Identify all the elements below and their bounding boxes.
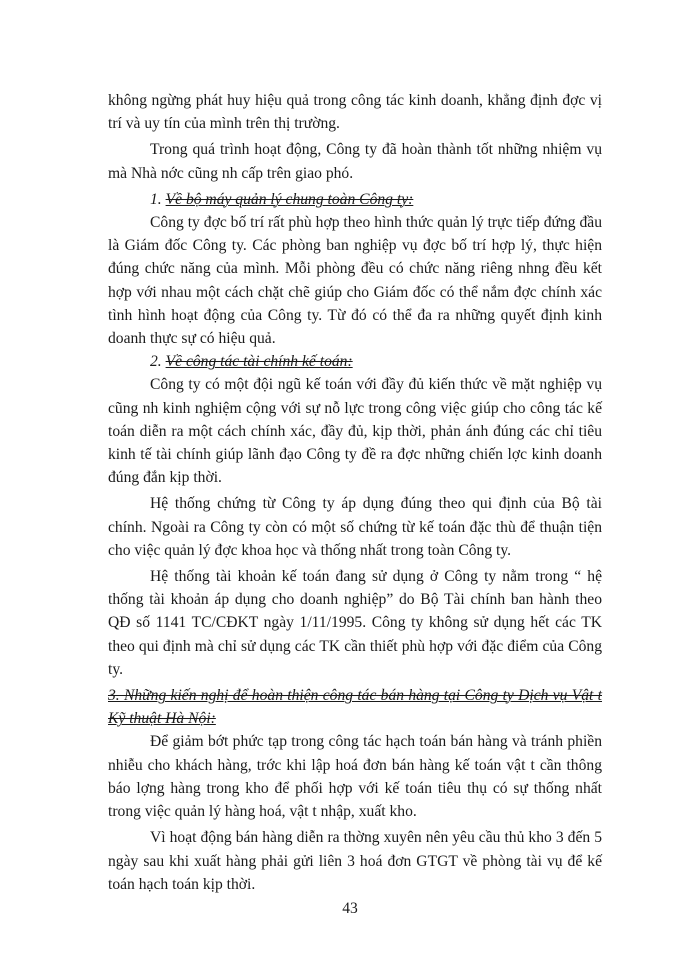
paragraph-7: Để giảm bớt phức tạp trong công tác hạch toán bán hàng và tránh phiền nhiễu cho khách hàng, trớc khi lập hoá đơn bán hàng kế toán vật t cần thông báo lợng hàng trong kho để phối hợp với kế toán tiêu thụ có sự thống nhất trong việc quản lý hàng hoá, vật t nhập, xuất kho. (108, 733, 602, 821)
paragraph-3: Công ty đợc bố trí rất phù hợp theo hình thức quản lý trực tiếp đứng đầu là Giám đốc Công ty. Các phòng ban nghiệp vụ đợc bố trí hợp lý, thực hiện đúng chức năng của mình. Mỗi phòng đều có chức năng riêng nhng đều kết hợp với nhau một cách chặt chẽ giúp cho Giám đốc có thể nắm đợc chính xác tình hình hoạt động của Công ty. Từ đó có thể đa ra những quyết định kinh doanh thực sự có hiệu quả. (108, 214, 602, 348)
paragraph-8: Vì hoạt động bán hàng diễn ra thờng xuyên nên yêu cầu thủ kho 3 đến 5 ngày sau khi xuất hàng phải gửi liên 3 hoá đơn GTGT về phòng tài vụ để kế toán hạch toán kịp thời. (108, 829, 602, 893)
paragraph-4: Công ty có một đội ngũ kế toán với đầy đủ kiến thức về mặt nghiệp vụ cũng nh kinh nghiệm cộng với sự nỗ lực trong công việc giúp cho công tác kế toán diễn ra một cách chính xác, đầy đủ, kịp thời, phản ánh đúng các chỉ tiêu kinh tế tài chính giúp lãnh đạo Công ty đề ra đợc những chiến lợc kinh doanh đúng đắn kịp thời. (108, 376, 602, 487)
paragraph-1: không ngừng phát huy hiệu quả trong công tác kinh doanh, khẳng định đợc vị trí và uy tín của mình trên thị trường. (108, 92, 602, 133)
section-heading-3-text: 3. Những kiến nghị để hoàn thiện công tác bán hàng tại Công ty Dịch vụ Vật t Kỹ thuật Hà Nội: (108, 687, 602, 728)
section-heading-1 (108, 188, 602, 211)
paragraph-2: Trong quá trình hoạt động, Công ty đã hoàn thành tốt những nhiệm vụ mà Nhà nớc cũng nh cấp trên giao phó. (108, 141, 602, 182)
paragraph-5: Hệ thống chứng từ Công ty áp dụng đúng theo qui định của Bộ tài chính. Ngoài ra Công ty còn có một số chứng từ kế toán đặc thù để thuận tiện cho việc quản lý đợc khoa học và thống nhất trong toàn Công ty. (108, 495, 602, 559)
section-heading-1-text: Về bộ máy quản lý chung toàn Công ty: (165, 190, 414, 208)
section-heading-2-number: 2. (150, 353, 166, 371)
section-heading-1-number: 1. (150, 190, 166, 208)
section-heading-2-text: Về công tác tài chính kế toán: (165, 353, 353, 371)
page-number: 43 (342, 900, 358, 917)
section-heading-2 (108, 350, 602, 373)
section-heading-3 (108, 684, 602, 730)
paragraph-6: Hệ thống tài khoản kế toán đang sử dụng ở Công ty nằm trong “ hệ thống tài khoản áp dụng cho doanh nghiệp” do Bộ Tài chính ban hành theo QĐ số 1141 TC/CĐKT ngày 1/11/1995. Công ty không sử dụng hết các TK theo qui định mà chỉ sử dụng các TK cần thiết phù hợp với đặc điểm của Công ty. (108, 568, 602, 678)
document-body (108, 89, 602, 896)
